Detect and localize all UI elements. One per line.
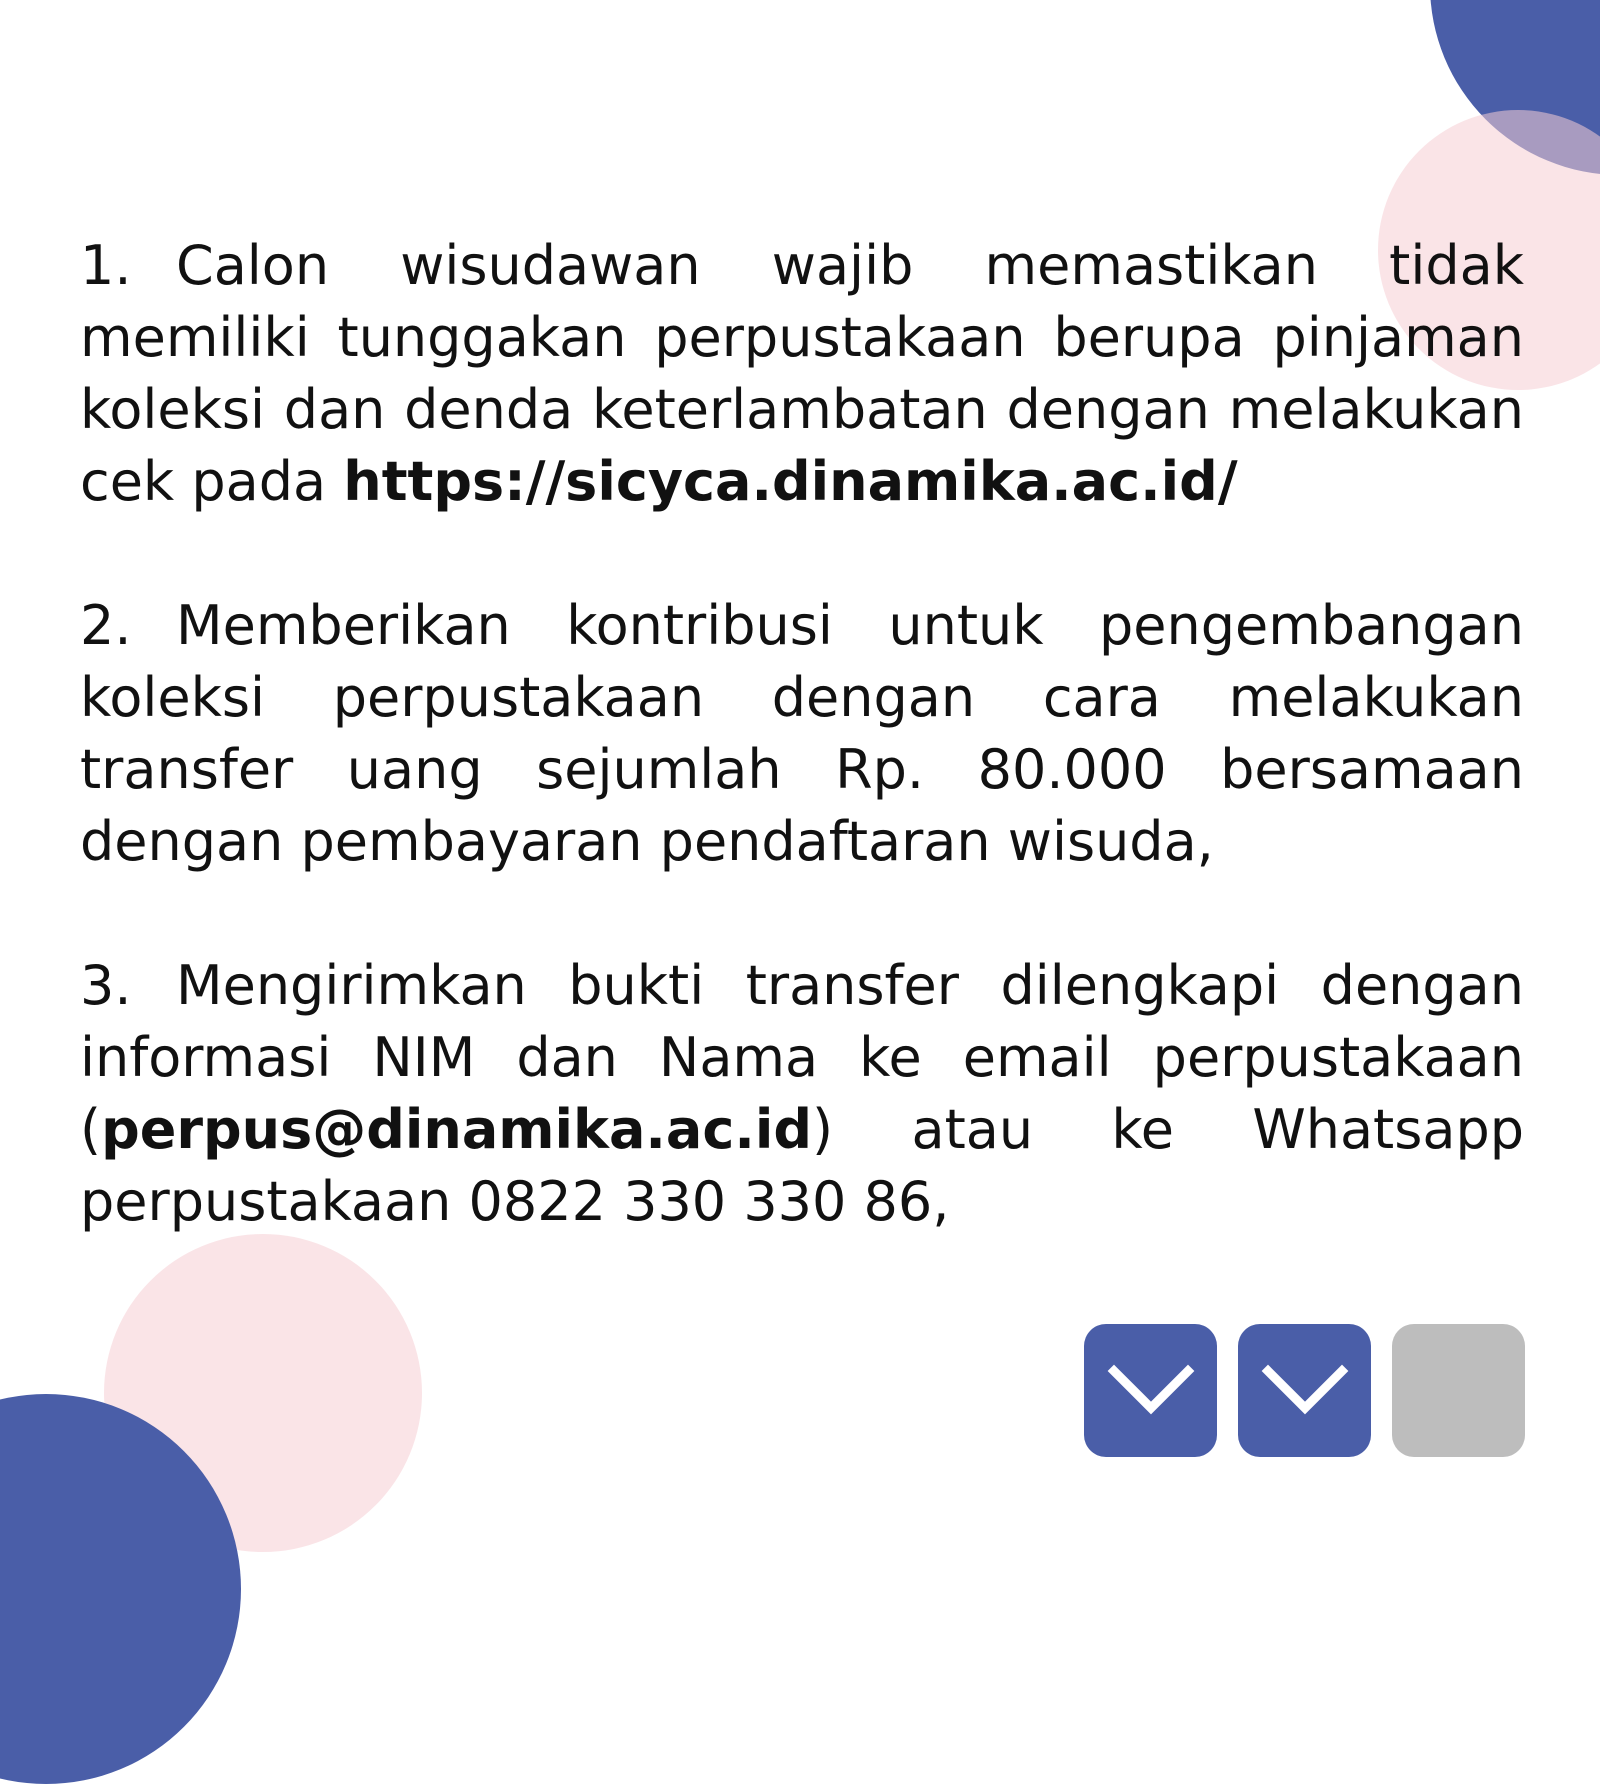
item-number: 3. xyxy=(80,954,132,1017)
instruction-item-2 xyxy=(80,590,1524,878)
sicyca-link[interactable]: https://sicyca.dinamika.ac.id/ xyxy=(343,450,1238,513)
chevron-down-icon xyxy=(1260,1361,1350,1421)
instruction-item-3 xyxy=(80,950,1524,1238)
item-text-after: ) atau ke Whatsapp perpustakaan 0822 330 330 86, xyxy=(80,1098,1524,1233)
nav-box-2[interactable] xyxy=(1238,1324,1371,1457)
email-link[interactable]: perpus@dinamika.ac.id xyxy=(101,1098,813,1161)
nav-box-1[interactable] xyxy=(1084,1324,1217,1457)
item-text: Mengirimkan bukti transfer dilengkapi dengan informasi NIM dan Nama ke email perpustakaan ( xyxy=(80,954,1524,1161)
instruction-item-1 xyxy=(80,230,1524,518)
item-text: Memberikan kontribusi untuk pengembangan koleksi perpustakaan dengan cara melakukan transfer uang sejumlah Rp. 80.000 bersamaan dengan pembayaran pendaftaran wisuda, xyxy=(80,594,1524,873)
instructions-text xyxy=(80,230,1524,1238)
chevron-down-icon xyxy=(1106,1361,1196,1421)
slide-navigation xyxy=(1084,1324,1525,1457)
nav-box-3[interactable] xyxy=(1392,1324,1525,1457)
item-text: Calon wisudawan wajib memastikan tidak memiliki tunggakan perpustakaan berupa pinjaman koleksi dan denda keterlambatan dengan melakukan cek pada xyxy=(80,234,1524,513)
item-number: 1. xyxy=(80,234,132,297)
item-number: 2. xyxy=(80,594,132,657)
